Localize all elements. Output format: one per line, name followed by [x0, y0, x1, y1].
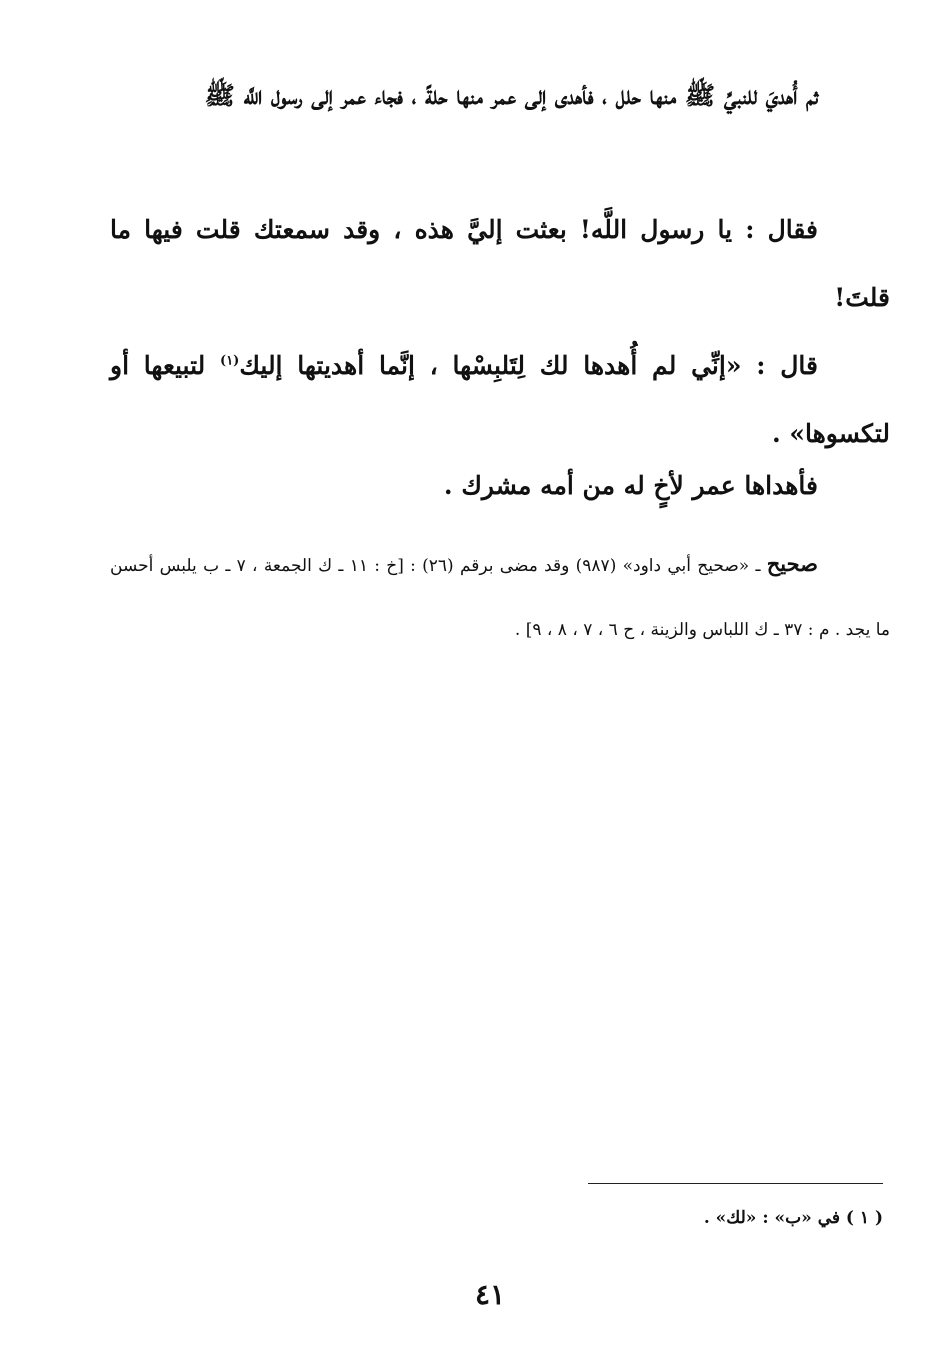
footnote-divider: [588, 1183, 883, 1184]
grading-text: ـ «صحيح أبي داود» (٩٨٧) وقد مضى برقم (٢٦) : [خ : ١١ ـ ك الجمعة ، ٧ ـ ب يلبس أحسن ما يجد . م : ٣٧ ـ ك اللباس والزينة ، ح ٦ ، ٧ ، ٨ ، ٩] .: [110, 556, 890, 640]
hadith-paragraph-4: [110, 452, 890, 520]
paragraph-3-text-start: قال : «إنِّي لم أُهدها لك لِتَلبِسْها ، إنَّما أهديتها إليك: [239, 351, 818, 380]
footnote: ( ١ ) في «ب» : «لك» .: [703, 1208, 883, 1228]
paragraph-3-text-end: لتبيعها أو لتكسوها» .: [110, 351, 890, 448]
hadith-paragraph-3: [110, 332, 890, 468]
hadith-paragraph-2: [110, 196, 890, 332]
page-number: ٤١: [474, 1278, 506, 1311]
grading-indent: [818, 556, 890, 576]
grading-label: صحيح: [766, 551, 819, 576]
paragraph-2-text: فقال : يا رسول اللَّه! بعثت إليَّ هذه ، وقد سمعتك قلت فيها ما قلتَ!: [110, 215, 890, 312]
paragraph-1-text: ثم أُهديَ للنبيِّ ﷺ منها حلل ، فأهدى إلى عمر منها حلةً ، فجاء عمر إلى رسول اللَّه ﷺ: [204, 81, 818, 110]
paragraph-4-text: فأهداها عمر لأخٍ له من أمه مشرك .: [443, 471, 818, 500]
footnote-reference: (١): [220, 353, 240, 369]
hadith-grading: [110, 532, 890, 662]
hadith-paragraph-1: [110, 62, 890, 130]
